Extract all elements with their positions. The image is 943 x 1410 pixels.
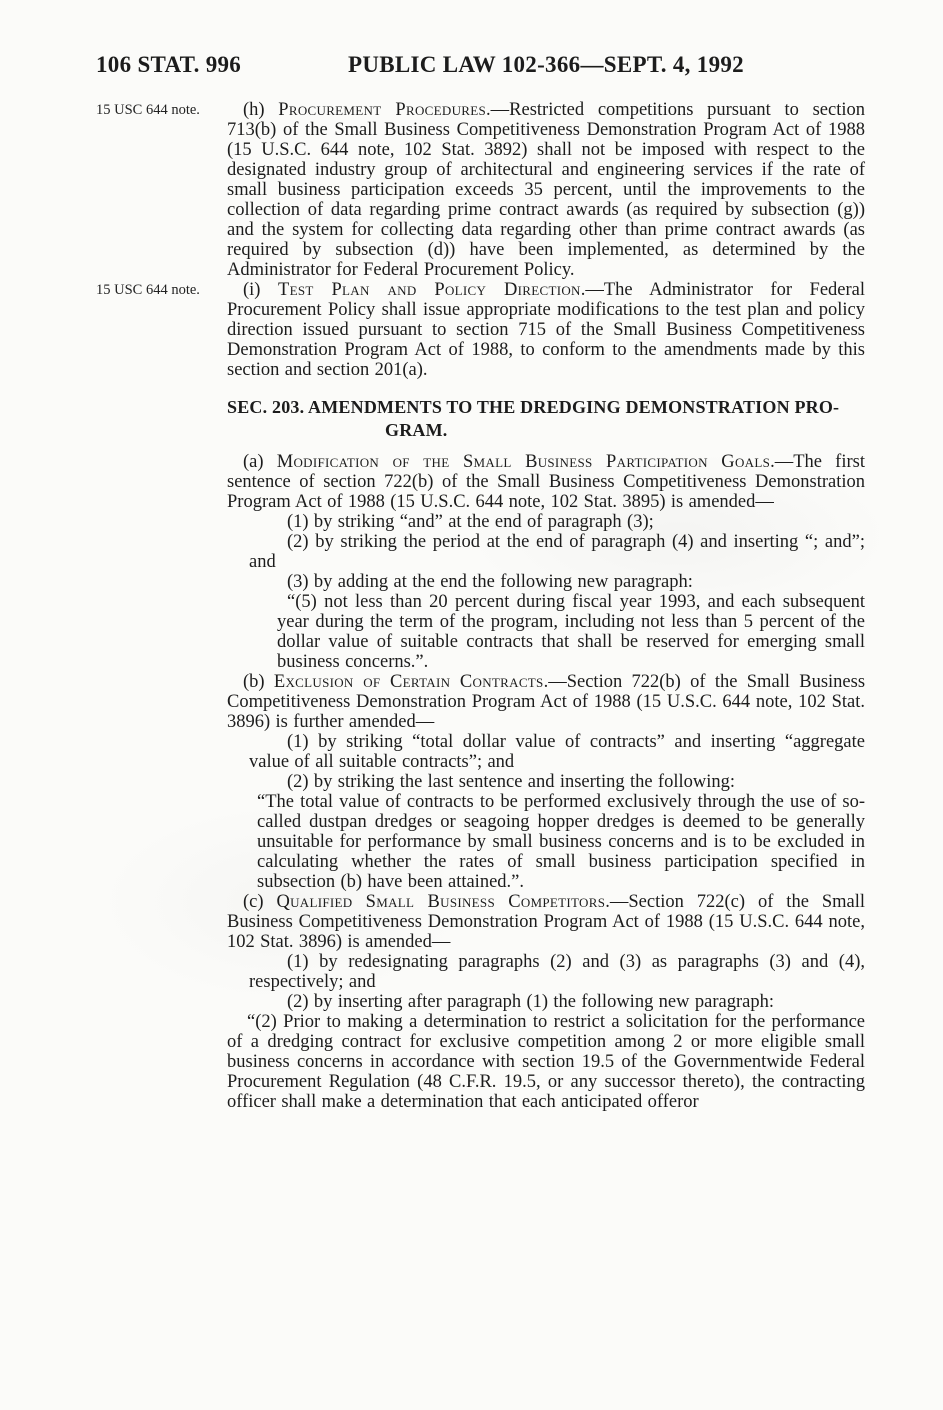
body-column	[227, 452, 865, 512]
margin-note: 15 USC 644 note.	[96, 102, 200, 118]
statute-block-row	[96, 452, 865, 512]
margin-note-empty	[96, 992, 227, 994]
stat-page-number: 106 STAT. 996	[96, 52, 242, 77]
statute-paragraph-quote-flush	[257, 792, 865, 892]
section-heading-line: GRAM.	[385, 420, 448, 440]
statute-block-row	[96, 792, 865, 892]
margin-note-empty	[96, 1012, 227, 1014]
body-column	[227, 672, 865, 732]
margin-note-empty	[96, 772, 227, 774]
statute-block-row	[96, 592, 865, 672]
body-column	[227, 1012, 865, 1112]
text-run: (b)	[243, 672, 274, 692]
body-column	[227, 532, 865, 572]
statute-block-row	[96, 772, 865, 792]
text-run: .—The Administrator for Federal Procurement Policy shall issue appropriate modifications to the test plan and policy direction issued pursuant to section 715 of the Small Business Competitiveness Demonstration Program Act of 1988, to conform to the amendments made by this section and section 201(a).	[227, 280, 866, 380]
statute-block-row	[96, 1012, 865, 1112]
text-run: .—Section 722(c) of the Small Business Competitiveness Demonstration Program Act of 1988 (15 U.S.C. 644 note, 102 Stat. 3896) is amended—	[227, 892, 865, 952]
margin-note-empty	[96, 572, 227, 574]
statute-block-row	[96, 100, 865, 280]
margin-note-empty	[96, 892, 227, 894]
text-run: .—The first sentence of section 722(b) of the Small Business Competitiveness Demonstration Program Act of 1988 (15 U.S.C. 644 note, 102 Stat. 3895) is amended—	[227, 452, 865, 512]
statute-paragraph-item	[249, 952, 865, 992]
section-heading-line: SEC. 203. AMENDMENTS TO THE DREDGING DEMONSTRATION PRO-	[227, 397, 840, 417]
running-head	[96, 52, 865, 78]
statute-block-row	[96, 952, 865, 992]
text-run: (3) by adding at the end the following new paragraph:	[287, 572, 693, 592]
statute-paragraph-subsection	[227, 452, 865, 512]
statute-block-row	[96, 672, 865, 732]
margin-note-empty	[96, 592, 227, 594]
statute-paragraph-item	[249, 532, 865, 572]
statute-paragraph-item	[249, 992, 865, 1012]
body-column	[227, 512, 865, 532]
text-run: (1) by striking “total dollar value of contracts” and inserting “aggregate value of all suitable contracts”; and	[249, 732, 865, 772]
margin-note-empty	[96, 512, 227, 514]
public-law-title: PUBLIC LAW 102-366—SEPT. 4, 1992	[348, 52, 744, 77]
text-run: (1) by striking “and” at the end of paragraph (3);	[287, 512, 654, 532]
smallcaps-run: Modification of the Small Business Participation Goals	[276, 452, 771, 472]
statute-block-row	[96, 532, 865, 572]
body-column	[227, 380, 865, 452]
text-run: (a)	[243, 452, 277, 472]
text-run: .—Restricted competitions pursuant to section 713(b) of the Small Business Competitiveness Demonstration Program Act of 1988 (15 U.S.C. 644 note, 102 Stat. 3892) shall not be imposed with respect to the designated industry group of architectural and engineering services if the rate of small business participation exceeds 35 percent, until the improvements to the collection of data regarding prime contract awards (as required by subsection (g)) and the system for collecting data regarding other than prime contract awards (as required by subsection (d)) have been implemented, as determined by the Administrator for Federal Procurement Policy.	[227, 100, 866, 280]
body-column	[227, 892, 865, 952]
text-run: .—Section 722(b) of the Small Business Competitiveness Demonstration Program Act of 1988 (15 U.S.C. 644 note, 102 Stat. 3896) is further amended—	[227, 672, 866, 732]
smallcaps-run: Exclusion of Certain Contracts	[273, 672, 544, 692]
statute-paragraph-quote-item	[277, 592, 865, 672]
text-run: “The total value of contracts to be performed exclusively through the use of so-called dustpan dredges or seagoing hopper dredges is deemed to be generally unsuitable for performance by small business concerns and is to be excluded in calculating whether the rates of small business participation specified in subsection (b) have been attained.”.	[257, 792, 865, 892]
text-run: (c)	[243, 892, 277, 912]
margin-note-empty	[96, 732, 227, 734]
body-column	[227, 100, 865, 280]
smallcaps-run: Qualified Small Business Competitors	[276, 892, 606, 912]
text-run: (1) by redesignating paragraphs (2) and (3) as paragraphs (3) and (4), respectively; and	[249, 952, 865, 992]
smallcaps-run: Test Plan and Policy Direction	[278, 280, 581, 300]
text-run: (2) by striking the period at the end of paragraph (4) and inserting “; and”; and	[249, 532, 865, 572]
statute-body	[96, 100, 865, 1112]
statute-block-row	[96, 992, 865, 1012]
statute-block-row	[96, 892, 865, 952]
smallcaps-run: Procurement Procedures	[278, 100, 487, 120]
statute-block-row	[96, 380, 865, 452]
margin-note-empty	[96, 792, 227, 794]
body-column	[227, 732, 865, 772]
margin-note-empty	[96, 952, 227, 954]
statute-paragraph-item	[249, 772, 865, 792]
statute-paragraph-item	[249, 512, 865, 532]
body-column	[227, 572, 865, 592]
body-column	[227, 792, 865, 892]
body-column	[227, 952, 865, 992]
statute-paragraph-subsection	[227, 672, 865, 732]
statute-paragraph-subsection	[227, 280, 865, 380]
text-run: “(5) not less than 20 percent during fiscal year 1993, and each subsequent year during the term of the program, including not less than 5 percent of the dollar value of suitable contracts that shall be reserved for emerging small business concerns.”.	[277, 592, 865, 672]
body-column	[227, 992, 865, 1012]
statute-block-row	[96, 732, 865, 772]
margin-note-empty	[96, 452, 227, 454]
margin-note-empty	[96, 532, 227, 534]
section-heading	[227, 396, 865, 442]
text-run: (h)	[243, 100, 279, 120]
body-column	[227, 592, 865, 672]
body-column	[227, 772, 865, 792]
statute-block-row	[96, 572, 865, 592]
text-run: “(2) Prior to making a determination to restrict a solicitation for the performance of a dredging contract for exclusive competition among 2 or more eligible small business concerns in accordance with section 19.5 of the Governmentwide Federal Procurement Regulation (48 C.F.R. 19.5, or any successor thereto), the contracting officer shall make a determination that each anticipated offeror	[227, 1012, 865, 1112]
text-run: (i)	[243, 280, 278, 300]
statute-paragraph-subsection	[227, 892, 865, 952]
statute-block-row	[96, 280, 865, 380]
statute-paragraph-subsection	[227, 100, 865, 280]
statute-block-row	[96, 512, 865, 532]
margin-note: 15 USC 644 note.	[96, 282, 200, 298]
text-run: (2) by striking the last sentence and inserting the following:	[287, 772, 735, 792]
margin-note-empty	[96, 672, 227, 674]
text-run: (2) by inserting after paragraph (1) the following new paragraph:	[287, 992, 774, 1012]
statute-paragraph-quote-para	[227, 1012, 865, 1112]
statute-paragraph-item	[249, 732, 865, 772]
body-column	[227, 280, 865, 380]
statute-paragraph-item	[249, 572, 865, 592]
margin-note-empty	[96, 380, 227, 382]
